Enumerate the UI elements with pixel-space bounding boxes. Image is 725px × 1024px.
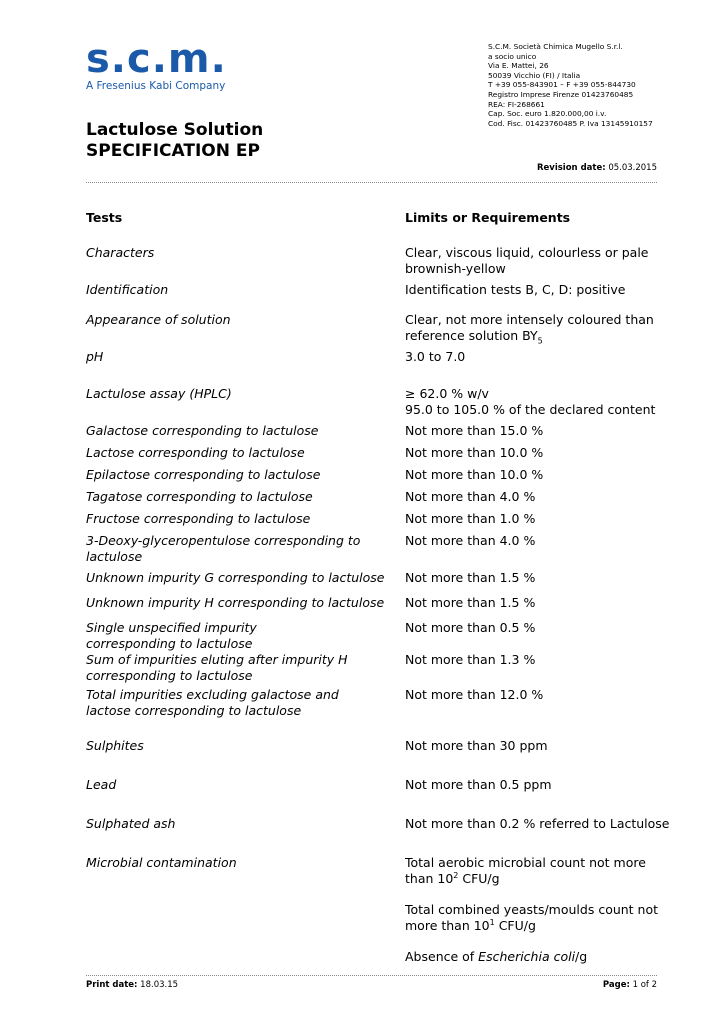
- test-limit: Not more than 1.5 %: [405, 595, 536, 610]
- test-limit: Not more than 12.0 %: [405, 687, 544, 702]
- test-limit: Not more than 0.2 % referred to Lactulose: [405, 816, 670, 831]
- company-line: Cap. Soc. euro 1.820.000,00 i.v.: [488, 109, 607, 119]
- company-line: Cod. Fisc. 01423760485 P. Iva 13145910157: [488, 118, 653, 128]
- product-name: Lactulose Solution: [86, 120, 264, 140]
- test-name: Lactose corresponding to lactulose: [86, 445, 305, 460]
- print-date-label: Print date:: [86, 980, 138, 990]
- print-date: [86, 980, 178, 990]
- revision-date: [537, 163, 657, 173]
- test-limit: Not more than 30 ppm: [405, 738, 548, 753]
- company-line: T +39 055-843901 – F +39 055-844730: [488, 80, 636, 90]
- test-name: Fructose corresponding to lactulose: [86, 511, 311, 526]
- logo-subtitle: A Fresenius Kabi Company: [86, 80, 226, 92]
- test-name: pH: [86, 349, 104, 364]
- test-limit: Clear, not more intensely coloured than reference solution $BY_5$: [405, 312, 654, 345]
- test-limit: Not more than 0.5 ppm: [405, 777, 552, 792]
- company-line: S.C.M. Società Chimica Mugello S.r.l.: [488, 42, 623, 51]
- test-limit: Not more than 0.5 %: [405, 620, 536, 635]
- ecoli-limit: Absence of Escherichia coli/g: [405, 949, 588, 964]
- test-limit: ≥ 62.0 % w/v 95.0 to 105.0 % of the declared content: [405, 386, 656, 417]
- test-name: Epilactose corresponding to lactulose: [86, 467, 321, 482]
- test-limit: Total aerobic microbial count not more than $10^2$ CFU/g: [405, 855, 646, 886]
- test-name: Lead: [86, 777, 117, 792]
- company-line: Registro Imprese Firenze 01423760485: [488, 89, 634, 99]
- test-limit: 3.0 to 7.0: [405, 349, 466, 364]
- test-limit: Not more than 15.0 %: [405, 423, 544, 438]
- header-divider: [86, 182, 657, 183]
- company-logo: [86, 38, 227, 92]
- test-name: 3-Deoxy-glyceropentulose corresponding to lactulose: [86, 533, 361, 564]
- test-limit: Not more than 1.3 %: [405, 652, 536, 667]
- test-name: Tagatose corresponding to lactulose: [86, 489, 313, 504]
- logo-text: s.c.m.: [86, 36, 227, 82]
- test-name: Sulphites: [86, 738, 144, 753]
- company-line: REA: FI-268661: [488, 99, 545, 109]
- page-number: [603, 980, 657, 990]
- footer-divider: [86, 975, 657, 976]
- test-name: Galactose corresponding to lactulose: [86, 423, 319, 438]
- test-limit: Not more than 10.0 %: [405, 445, 544, 460]
- test-limit: Not more than 1.0 %: [405, 511, 536, 526]
- test-name: Total impurities excluding galactose and lactose corresponding to lactulose: [86, 687, 339, 718]
- test-limit: Clear, viscous liquid, colourless or pale brownish-yellow: [405, 245, 649, 276]
- page-label: Page:: [602, 980, 630, 990]
- test-limit: Not more than 4.0 %: [405, 489, 536, 504]
- test-name: Sulphated ash: [86, 816, 176, 831]
- company-line: Via E. Mattei, 26: [488, 61, 549, 71]
- test-name: Appearance of solution: [86, 312, 231, 327]
- header-limits: Limits or Requirements: [405, 210, 571, 225]
- company-line: 50039 Vicchio (FI) / Italia: [488, 70, 581, 80]
- test-name: Lactulose assay (HPLC): [86, 386, 232, 401]
- page-value: 1 of 2: [632, 980, 657, 990]
- test-name: Sum of impurities eluting after impurity H corresponding to lactulose: [86, 652, 348, 683]
- header-tests: Tests: [86, 210, 123, 225]
- test-name: Unknown impurity H corresponding to lactulose: [86, 595, 385, 610]
- test-limit: Not more than 10.0 %: [405, 467, 544, 482]
- test-limit: Not more than 1.5 %: [405, 570, 536, 585]
- test-name: Characters: [86, 245, 155, 260]
- test-limit: Not more than 4.0 %: [405, 533, 536, 548]
- test-name: Identification: [86, 282, 169, 297]
- test-name: Single unspecified impurity corresponding to lactulose: [86, 620, 257, 651]
- print-date-value: 18.03.15: [140, 980, 179, 990]
- company-line: a socio unico: [488, 51, 537, 61]
- revision-value: 05.03.2015: [608, 163, 657, 173]
- company-address: [488, 42, 653, 128]
- specification-label: SPECIFICATION EP: [86, 141, 260, 161]
- yeasts-limit: Total combined yeasts/moulds count not more than $10^1$ CFU/g: [405, 902, 659, 933]
- test-limit: Identification tests B, C, D: positive: [405, 282, 626, 297]
- test-name: Microbial contamination: [86, 855, 237, 870]
- revision-label: Revision date:: [536, 163, 606, 173]
- document-title: [86, 120, 263, 162]
- test-name: Unknown impurity G corresponding to lactulose: [86, 570, 385, 585]
